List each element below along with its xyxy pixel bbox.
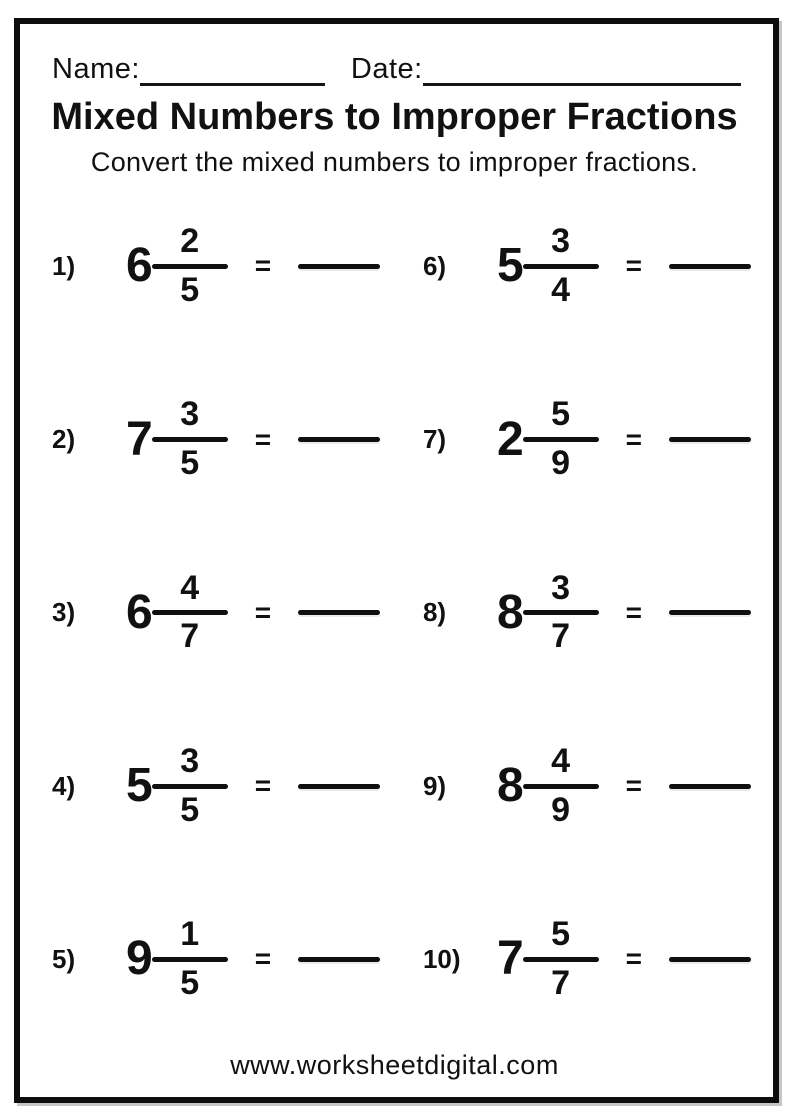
fraction [523,917,599,1001]
whole-number: 8 [496,759,523,813]
mixed-number [497,224,599,308]
fraction-bar [152,957,228,962]
whole-number: 2 [496,412,523,466]
fraction-numerator: 4 [551,741,571,780]
problem-number-label: 5) [52,943,76,974]
mixed-number [126,397,228,481]
problem-row-3 [52,526,395,699]
worksheet-body [20,24,773,1097]
fraction [523,741,599,829]
mixed-number [126,568,228,656]
fraction-denominator: 5 [180,444,200,483]
fraction [523,224,599,308]
equals-sign: = [254,250,272,282]
equals-sign: = [625,596,642,628]
problem-number-label: 8) [422,597,447,628]
answer-blank-line [669,437,751,442]
fraction-bar [152,437,228,442]
name-label: Name: [52,53,140,85]
mixed-number [497,397,599,481]
whole-number: 7 [496,932,523,986]
fraction-numerator: 3 [551,222,571,261]
name-blank-line [140,56,325,86]
fraction-numerator: 5 [551,915,571,954]
answer-blank-line [298,437,380,442]
fraction [523,397,599,481]
problem-row-8 [395,526,751,699]
fraction-denominator: 4 [551,270,571,309]
fraction-denominator: 5 [180,270,200,309]
mixed-number [126,917,228,1001]
answer-blank-line [298,610,380,615]
problem-row-9 [395,699,751,872]
fraction-denominator: 9 [551,444,571,483]
fraction-bar [152,610,228,615]
problem-row-7 [395,353,751,526]
fraction-bar [523,437,599,442]
equals-sign: = [625,943,642,975]
problem-row-5 [52,873,395,1046]
fraction-numerator: 4 [180,568,200,607]
fraction [152,741,228,829]
equals-sign: = [254,943,272,975]
fraction-bar [152,784,228,789]
fraction-denominator: 7 [551,963,571,1002]
problem-number-label: 10) [422,943,461,974]
equals-sign: = [625,250,642,282]
mixed-number [496,741,599,829]
problem-number-label: 7) [422,424,447,455]
fraction-denominator: 7 [180,617,200,656]
fraction [152,224,228,308]
whole-number: 9 [126,932,152,986]
equals-sign: = [254,423,272,455]
name-date-row [52,48,747,86]
problem-row-4 [52,699,395,872]
problem-row-1 [52,180,395,353]
answer-blank-line [669,784,751,789]
problem-number-label: 3) [52,597,76,628]
answer-blank-line [298,957,380,962]
mixed-number [497,917,599,1001]
problem-number-label: 4) [52,770,76,801]
fraction-numerator: 3 [180,741,200,780]
fraction-numerator: 3 [180,395,200,434]
date-label: Date: [350,53,423,85]
problems-grid [38,180,751,1046]
problem-row-6 [395,180,751,353]
fraction-numerator: 5 [551,395,571,434]
problem-number-label: 6) [422,250,447,281]
problem-number-label: 1) [52,250,76,281]
equals-sign: = [625,423,642,455]
fraction-numerator: 2 [180,222,200,261]
mixed-number [496,568,599,656]
fraction [523,568,599,656]
fraction-numerator: 1 [180,915,200,954]
problem-number-label: 9) [422,770,447,801]
mixed-number [126,741,228,829]
whole-number: 6 [126,239,152,293]
fraction-bar [152,264,228,269]
equals-sign: = [625,770,642,802]
answer-blank-line [298,264,380,269]
fraction-bar [523,784,599,789]
footer-website-url: www.worksheetdigital.com [230,1050,559,1080]
answer-blank-line [669,957,751,962]
answer-blank-line [669,264,751,269]
equals-sign: = [254,770,272,802]
fraction-bar [523,957,599,962]
fraction-bar [523,264,599,269]
fraction-denominator: 5 [180,790,200,829]
instructions-text: Convert the mixed numbers to improper fractions. [90,146,699,177]
date-blank-line [423,56,741,86]
problem-number-label: 2) [52,424,76,455]
mixed-number [126,224,228,308]
fraction [152,917,228,1001]
answer-blank-line [298,784,380,789]
fraction-denominator: 9 [551,790,571,829]
problem-row-2 [52,353,395,526]
whole-number: 7 [126,412,152,466]
fraction [152,568,228,656]
answer-blank-line [669,610,751,615]
whole-number: 6 [126,585,152,639]
fraction-denominator: 7 [551,617,571,656]
fraction-denominator: 5 [180,963,200,1002]
worksheet-frame [14,18,779,1103]
page-title: Mixed Numbers to Improper Fractions [51,96,738,138]
whole-number: 5 [496,239,523,293]
fraction [152,397,228,481]
fraction-numerator: 3 [551,568,571,607]
fraction-bar [523,610,599,615]
whole-number: 8 [496,585,523,639]
whole-number: 5 [126,759,152,813]
problem-row-10 [395,873,751,1046]
equals-sign: = [254,596,272,628]
